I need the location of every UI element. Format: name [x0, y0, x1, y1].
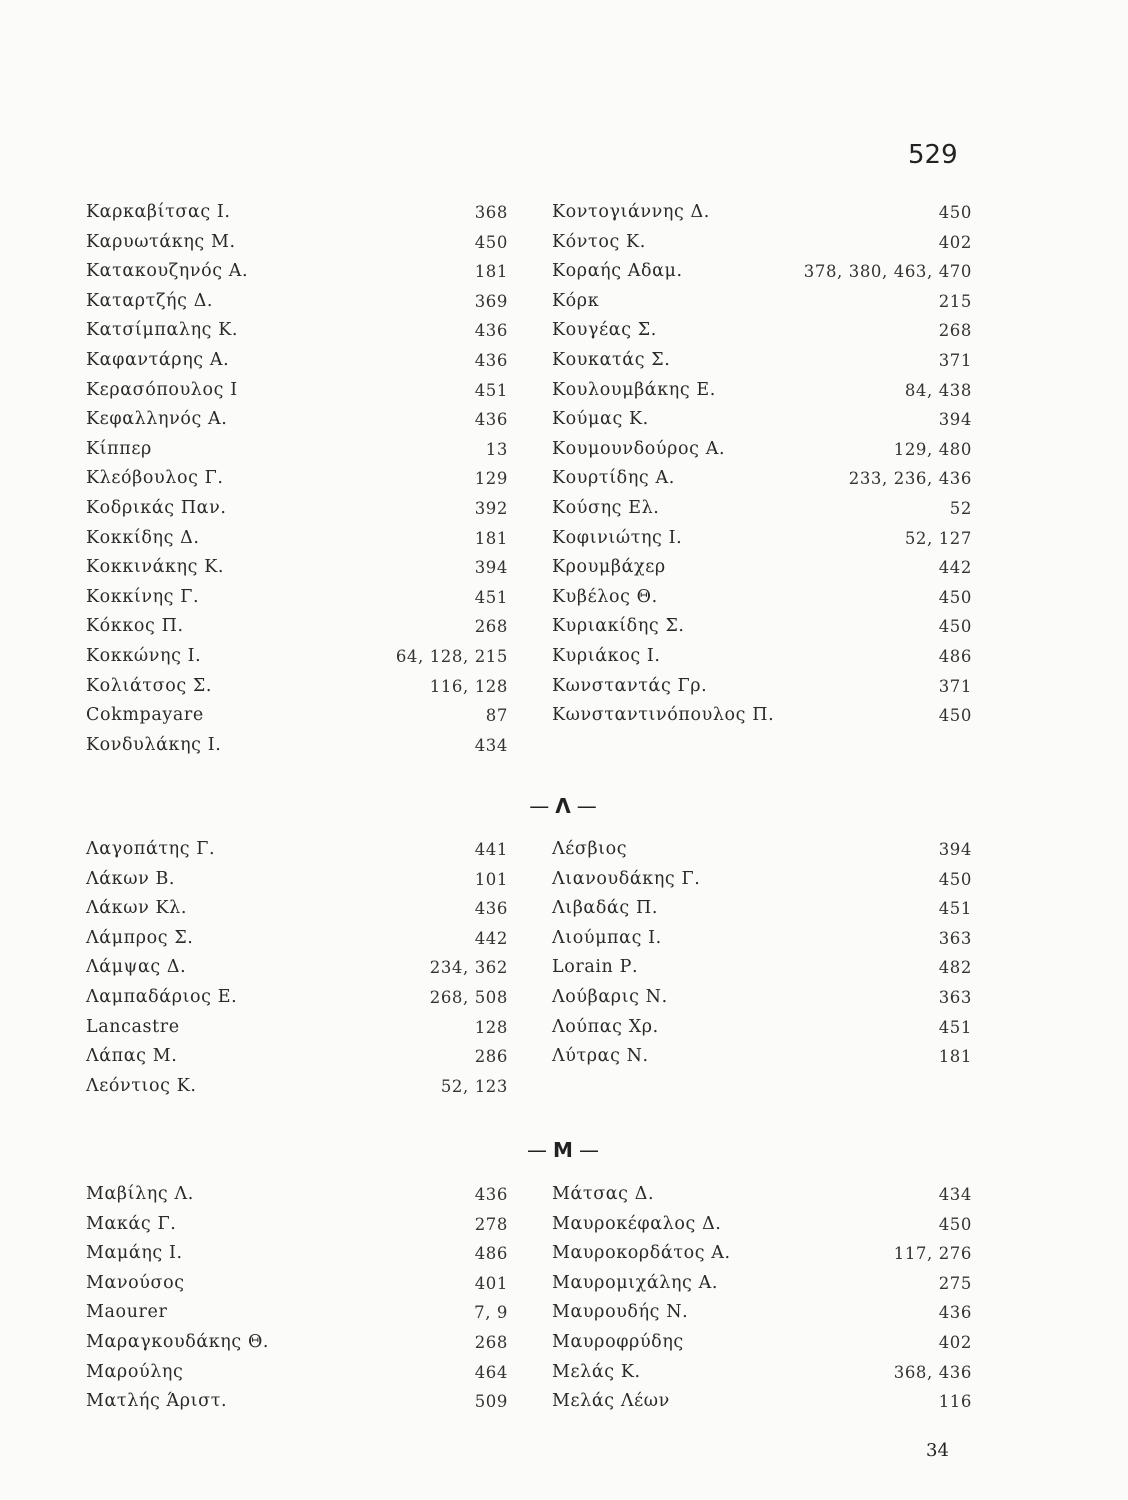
entry-pages: 450 [938, 203, 972, 222]
entry-name: Μαρούλης [86, 1361, 184, 1382]
page-number: 529 [908, 140, 958, 170]
entry-pages: 392 [474, 498, 508, 518]
index-entry [552, 287, 972, 317]
index-entry [86, 1387, 508, 1417]
entry-name: Λιούμπας Ι. [552, 927, 662, 948]
signature-number: 34 [926, 1440, 949, 1461]
entry-name: Καρκαβίτσας Ι. [86, 202, 231, 222]
index-entry [552, 672, 972, 702]
index-entry [86, 553, 508, 583]
index-entry [552, 924, 972, 954]
entry-pages: 450 [938, 706, 972, 726]
entry-name: Cokmpayare [86, 705, 204, 726]
entry-pages: 128 [474, 1017, 508, 1037]
index-entry [552, 524, 972, 554]
entry-pages: 451 [938, 1017, 972, 1037]
entry-pages: 286 [474, 1047, 508, 1067]
entry-name: Μανούσος [86, 1272, 185, 1293]
entry-pages: 64, 128, 215 [395, 646, 508, 666]
entry-pages: 52, 123 [440, 1076, 508, 1096]
index-entry [86, 1072, 508, 1102]
index-entry [86, 1239, 508, 1269]
index-entry [86, 1042, 508, 1072]
entry-pages: 436 [938, 1303, 972, 1323]
entry-name: Κούμας Κ. [552, 409, 649, 430]
index-entry [86, 1210, 508, 1240]
entry-name: Κοκκίνης Γ. [86, 586, 200, 607]
entry-pages: 52, 127 [904, 528, 972, 548]
entry-pages: 84, 438 [904, 380, 972, 400]
entry-name: Λιανουδάκης Γ. [552, 868, 701, 889]
entry-pages: 116, 128 [429, 676, 508, 696]
index-entry [86, 435, 508, 465]
entry-pages: 509 [474, 1392, 508, 1412]
index-entry [86, 287, 508, 317]
entry-pages: 7, 9 [474, 1303, 508, 1323]
index-entry [86, 672, 508, 702]
index-entry [86, 1328, 508, 1358]
entry-name: Κοντογιάννης Δ. [552, 202, 710, 222]
entry-name: Κοραής Αδαμ. [552, 261, 683, 282]
entry-pages: 441 [474, 840, 508, 859]
entry-name: Λαμπαδάριος Ε. [86, 986, 238, 1007]
entry-pages: 181 [474, 528, 508, 548]
index-column-left [86, 198, 508, 760]
entry-pages: 87 [485, 706, 508, 726]
index-entry [86, 376, 508, 406]
entry-pages: 402 [938, 232, 972, 252]
entry-pages: 436 [474, 321, 508, 341]
entry-name: Λέσβιος [552, 839, 628, 859]
entry-name: Κωνσταντάς Γρ. [552, 675, 708, 696]
entry-name: Λάκων Κλ. [86, 898, 187, 919]
entry-pages: 464 [474, 1362, 508, 1382]
entry-pages: 268 [474, 617, 508, 637]
index-entry [552, 983, 972, 1013]
entry-pages: 450 [474, 232, 508, 252]
entry-pages: 129, 480 [893, 439, 972, 459]
entry-name: Λούβαρις Ν. [552, 986, 668, 1007]
entry-pages: 450 [938, 617, 972, 637]
entry-pages: 394 [938, 840, 972, 859]
entry-pages: 363 [938, 928, 972, 948]
index-entry [86, 494, 508, 524]
entry-name: Lancastre [86, 1016, 180, 1037]
index-entry [552, 228, 972, 258]
entry-name: Κόντος Κ. [552, 231, 646, 252]
entry-pages: 363 [938, 987, 972, 1007]
entry-pages: 116 [938, 1392, 972, 1412]
index-entry [552, 346, 972, 376]
index-entry [552, 894, 972, 924]
index-entry [86, 257, 508, 287]
index-entry [86, 983, 508, 1013]
entry-pages: 371 [938, 676, 972, 696]
entry-name: Κωνσταντινόπουλος Π. [552, 705, 775, 726]
index-entry [86, 953, 508, 983]
entry-name: Λάμπρος Σ. [86, 927, 194, 948]
entry-name: Καταρτζής Δ. [86, 290, 214, 311]
entry-name: Μαμάης Ι. [86, 1243, 183, 1264]
entry-pages: 268, 508 [429, 987, 508, 1007]
index-entry [86, 1358, 508, 1388]
index-entry [552, 1269, 972, 1299]
entry-name: Καφαντάρης Α. [86, 349, 230, 370]
entry-name: Κοκκώνης Ι. [86, 645, 202, 666]
section-heading-lambda: — Λ — [529, 794, 599, 818]
entry-pages: 450 [938, 1214, 972, 1234]
entry-pages: 368, 436 [893, 1362, 972, 1382]
entry-name: Κυριάκος Ι. [552, 645, 661, 666]
entry-name: Κοκκίδης Δ. [86, 527, 200, 548]
entry-name: Κρουμβάχερ [552, 557, 666, 578]
entry-name: Λάμψας Δ. [86, 957, 187, 978]
entry-name: Μελάς Λέων [552, 1391, 670, 1412]
index-entry [552, 835, 972, 865]
entry-pages: 486 [938, 646, 972, 666]
index-entry [86, 642, 508, 672]
entry-name: Κοδρικάς Παν. [86, 497, 227, 518]
entry-name: Κατσίμπαλης Κ. [86, 320, 239, 341]
entry-name: Λάκων Β. [86, 868, 176, 889]
index-entry [552, 435, 972, 465]
entry-pages: 378, 380, 463, 470 [803, 262, 972, 282]
entry-name: Λύτρας Ν. [552, 1046, 649, 1067]
index-entry [86, 346, 508, 376]
entry-name: Κλεόβουλος Γ. [86, 468, 224, 489]
index-entry [552, 1328, 972, 1358]
entry-name: Μελάς Κ. [552, 1361, 641, 1382]
entry-pages: 52 [949, 498, 972, 518]
entry-name: Μαβίλης Λ. [86, 1184, 194, 1204]
entry-name: Μαυροφρύδης [552, 1331, 684, 1352]
entry-name: Κεφαλληνός Α. [86, 409, 228, 430]
entry-name: Λούπας Χρ. [552, 1016, 659, 1037]
section-letter: Μ [553, 1138, 575, 1162]
entry-pages: 13 [485, 439, 508, 459]
index-entry [552, 553, 972, 583]
entry-name: Maourer [86, 1302, 168, 1323]
index-entry [552, 953, 972, 983]
section-letter: Λ [555, 794, 573, 818]
index-entry [86, 865, 508, 895]
entry-pages: 101 [474, 869, 508, 889]
entry-pages: 450 [938, 869, 972, 889]
entry-name: Λάπας Μ. [86, 1046, 178, 1067]
entry-pages: 275 [938, 1273, 972, 1293]
entry-pages: 451 [474, 587, 508, 607]
index-entry [86, 924, 508, 954]
index-entry [552, 1298, 972, 1328]
entry-pages: 442 [474, 928, 508, 948]
entry-pages: 451 [474, 380, 508, 400]
entry-pages: 215 [938, 291, 972, 311]
index-column-left [86, 835, 508, 1101]
entry-name: Κουκατάς Σ. [552, 349, 671, 370]
entry-name: Λιβαδάς Π. [552, 898, 658, 919]
entry-name: Κόκκος Π. [86, 616, 184, 637]
index-entry [552, 1387, 972, 1417]
index-entry [552, 1358, 972, 1388]
entry-pages: 402 [938, 1332, 972, 1352]
entry-pages: 394 [938, 410, 972, 430]
entry-pages: 394 [474, 558, 508, 578]
entry-name: Μαραγκουδάκης Θ. [86, 1331, 270, 1352]
entry-pages: 369 [474, 291, 508, 311]
entry-name: Κούσης Ελ. [552, 497, 660, 518]
entry-pages: 434 [938, 1185, 972, 1204]
entry-name: Κουγέας Σ. [552, 320, 657, 341]
entry-pages: 436 [474, 410, 508, 430]
index-entry [86, 524, 508, 554]
entry-pages: 486 [474, 1244, 508, 1264]
index-entry [552, 1042, 972, 1072]
entry-name: Lorain Ρ. [552, 957, 639, 978]
index-entry [552, 1013, 972, 1043]
entry-pages: 451 [938, 899, 972, 919]
entry-pages: 117, 276 [893, 1244, 972, 1264]
entry-pages: 401 [474, 1273, 508, 1293]
index-entry [86, 894, 508, 924]
entry-pages: 368 [474, 203, 508, 222]
entry-pages: 268 [938, 321, 972, 341]
index-entry [86, 1298, 508, 1328]
entry-pages: 371 [938, 350, 972, 370]
entry-pages: 181 [938, 1047, 972, 1067]
entry-pages: 278 [474, 1214, 508, 1234]
index-entry [86, 583, 508, 613]
index-column-right [552, 1180, 972, 1417]
entry-name: Κοφινιώτης Ι. [552, 527, 683, 548]
entry-name: Κολιάτσος Σ. [86, 675, 213, 696]
entry-pages: 129 [474, 469, 508, 489]
entry-name: Κουρτίδης Α. [552, 468, 675, 489]
index-entry [552, 405, 972, 435]
entry-pages: 268 [474, 1332, 508, 1352]
index-column-right [552, 835, 972, 1072]
index-entry [86, 835, 508, 865]
index-entry [552, 701, 972, 731]
index-entry [86, 1180, 508, 1210]
index-entry [86, 1013, 508, 1043]
entry-name: Μαυρομιχάλης Α. [552, 1272, 718, 1293]
index-column-left [86, 1180, 508, 1417]
index-entry [552, 376, 972, 406]
entry-pages: 442 [938, 558, 972, 578]
entry-name: Κατακουζηνός Α. [86, 261, 249, 282]
entry-name: Κίππερ [86, 438, 152, 459]
index-entry [552, 494, 972, 524]
entry-name: Ματλής Άριστ. [86, 1391, 228, 1412]
index-entry [86, 731, 508, 761]
index-entry [86, 316, 508, 346]
index-entry [552, 1239, 972, 1269]
index-entry [86, 198, 508, 228]
entry-pages: 436 [474, 1185, 508, 1204]
entry-name: Καρυωτάκης Μ. [86, 231, 236, 252]
entry-name: Κυριακίδης Σ. [552, 616, 685, 637]
index-entry [552, 642, 972, 672]
index-entry [552, 257, 972, 287]
entry-name: Μαυρουδής Ν. [552, 1302, 689, 1323]
entry-name: Κουμουνδούρος Α. [552, 438, 726, 459]
entry-name: Μαυροκέφαλος Δ. [552, 1213, 722, 1234]
entry-pages: 436 [474, 899, 508, 919]
index-entry [552, 1180, 972, 1210]
entry-pages: 233, 236, 436 [848, 469, 972, 489]
index-entry [86, 701, 508, 731]
index-entry [552, 316, 972, 346]
entry-name: Λαγοπάτης Γ. [86, 839, 216, 859]
entry-pages: 436 [474, 350, 508, 370]
entry-pages: 450 [938, 587, 972, 607]
entry-pages: 181 [474, 262, 508, 282]
index-column-right [552, 198, 972, 731]
entry-name: Μάτσας Δ. [552, 1184, 655, 1204]
entry-pages: 234, 362 [429, 958, 508, 978]
index-entry [552, 1210, 972, 1240]
entry-pages: 434 [474, 735, 508, 755]
entry-name: Κόρκ [552, 290, 600, 311]
entry-pages: 482 [938, 958, 972, 978]
entry-name: Μακάς Γ. [86, 1213, 177, 1234]
index-entry [552, 583, 972, 613]
entry-name: Κονδυλάκης Ι. [86, 734, 222, 755]
index-entry [552, 198, 972, 228]
entry-name: Κερασόπουλος Ι [86, 379, 238, 400]
entry-name: Μαυροκορδάτος Α. [552, 1243, 731, 1264]
index-entry [86, 612, 508, 642]
index-entry [86, 1269, 508, 1299]
section-heading-mu: — Μ — [527, 1138, 601, 1162]
entry-name: Κυβέλος Θ. [552, 586, 658, 607]
entry-name: Κοκκινάκης Κ. [86, 557, 225, 578]
entry-name: Λεόντιος Κ. [86, 1075, 197, 1096]
index-entry [552, 865, 972, 895]
index-entry [552, 464, 972, 494]
index-entry [552, 612, 972, 642]
index-entry [86, 405, 508, 435]
index-entry [86, 464, 508, 494]
entry-name: Κουλουμβάκης Ε. [552, 379, 716, 400]
index-entry [86, 228, 508, 258]
